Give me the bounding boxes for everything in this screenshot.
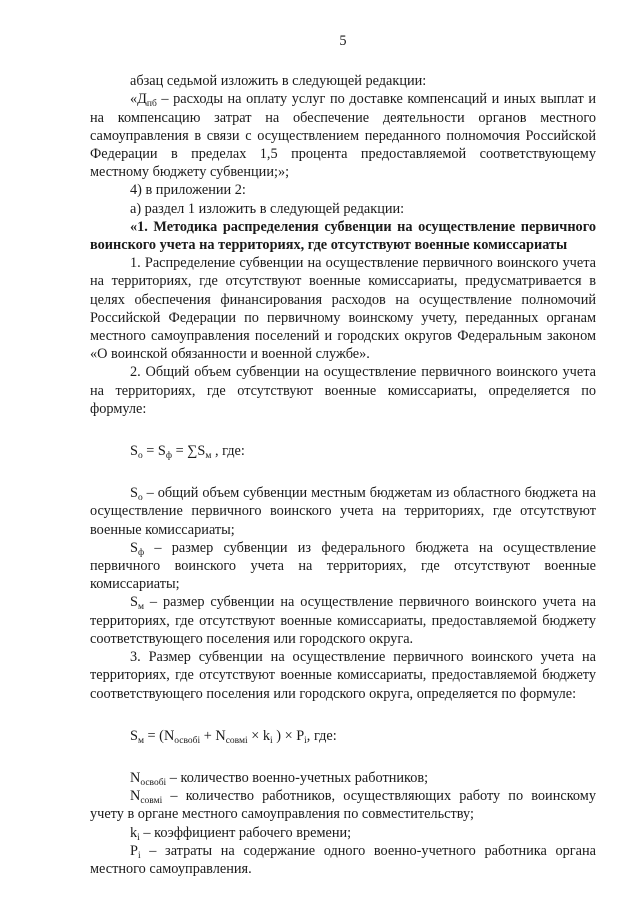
formula2-s-sub: м [137,735,144,746]
paragraph-nsovm-definition [90,787,596,823]
formula1-s2-sub: ф [165,451,173,462]
formula1-tail: , где: [211,443,245,460]
formula1-eq2: = ∑S [172,443,206,460]
so-text: – общий объем субвенции местным бюджетам из областного бюджета на осуществление первичного воинского учета на территориях, где отсутствуют военные комиссариаты; [90,485,596,538]
formula1-s: S [130,443,138,460]
formula2-p-sub: i [304,735,307,746]
dpb-text: – расходы на оплату услуг по доставке компенсаций и иных выплат и на компенсацию затрат на обеспечение деятельности органов местного самоуправления в связи с осуществлением переданного полномочия Российской Федерации в пределах 1,5 процента предоставляемой соответствующему местному бюджету субвенции;»; [90,91,596,181]
paragraph-point-2: 2. Общий объем субвенции на осуществление первичного воинского учета на территориях, где отсутствуют военные комиссариаты, определяется по формуле: [90,364,596,417]
paragraph-intro: абзац седьмой изложить в следующей редакции: [130,73,427,90]
paragraph-nosvob-definition [90,769,596,787]
paragraph-sf-definition [90,539,596,594]
page-number: 5 [339,33,347,49]
paragraph-p-definition [90,842,596,878]
so-symbol: S [130,485,138,502]
paragraph-sm-definition [90,593,596,648]
formula2-part4: ) × P [272,727,305,744]
k-text: – коэффициент рабочего времени; [139,824,352,841]
formula2-part2: + N [200,727,226,744]
formula2-n2-sub: совмi [225,735,248,746]
nosvob-subscript: освобi [140,777,167,788]
paragraph-appendix-2: 4) в приложении 2: [130,182,246,199]
sm-text: – размер субвенции на осуществление первичного воинского учета на территориях, где отсутствуют военные комиссариаты, предоставляемой бюджету соответствующего поселения или городского округа. [90,594,596,647]
formula2-k-sub: i [270,735,273,746]
formula1-s-sub: о [137,451,143,462]
dpb-subscript: пб [146,99,157,110]
formula-municipal-subvention [130,727,596,745]
sm-subscript: м [137,602,144,613]
formula2-tail: , где: [306,727,337,744]
sm-symbol: S [130,594,138,611]
p-text: – затраты на содержание одного военно-учетного работника органа местного самоуправления. [90,842,596,877]
paragraph-k-definition [90,824,596,842]
sf-subscript: ф [137,547,145,558]
paragraph-dpb-definition [90,90,596,181]
formula2-part3: × k [247,727,271,744]
nosvob-symbol: N [130,769,141,786]
so-subscript: о [137,493,143,504]
paragraph-section-1: а) раздел 1 изложить в следующей редакции: [130,200,405,217]
formula2-s: S [130,727,138,744]
k-subscript: i [137,832,140,843]
formula2-part1: = (N [143,727,175,744]
nsovm-subscript: совмi [140,796,163,807]
nsovm-text: – количество работников, осуществляющих работу по воинскому учету в органе местного самоуправления по совместительству; [90,788,596,823]
section-heading: «1. Методика распределения субвенции на осуществление первичного воинского учета на территориях, где отсутствуют военные комиссариаты [90,218,596,254]
formula-total-subvention [130,442,596,460]
sf-symbol: S [130,539,138,556]
dpb-symbol: «Д [130,91,147,108]
formula1-eq1: = S [142,443,166,460]
paragraph-point-3: 3. Размер субвенции на осуществление первичного воинского учета на территориях, где отсутствуют военные комиссариаты, предоставляемой бюджету соответствующего поселения или городского округа, определяется по формуле: [90,649,596,702]
formula2-n1-sub: освобi [174,735,201,746]
k-symbol: k [130,824,138,841]
paragraph-so-definition [90,484,596,539]
formula1-s3-sub: м [205,451,212,462]
p-subscript: i [137,850,141,861]
p-symbol: P [130,842,138,859]
paragraph-point-1: 1. Распределение субвенции на осуществление первичного воинского учета на территориях, где отсутствуют военные комиссариаты, предусматривается в целях обеспечения финансирования расходов на осуществление полномочий Российской Федерации по первичному воинскому учету, переданных органам местного самоуправления поселений и городских округов Федеральным законом «О воинской обязанности и военной службе». [90,255,596,363]
nsovm-symbol: N [130,788,141,805]
sf-text: – размер субвенции из федерального бюджета на осуществление первичного воинского учета на территориях, где отсутствуют военные комиссариаты; [90,539,596,593]
nosvob-text: – количество военно-учетных работников; [166,769,429,786]
